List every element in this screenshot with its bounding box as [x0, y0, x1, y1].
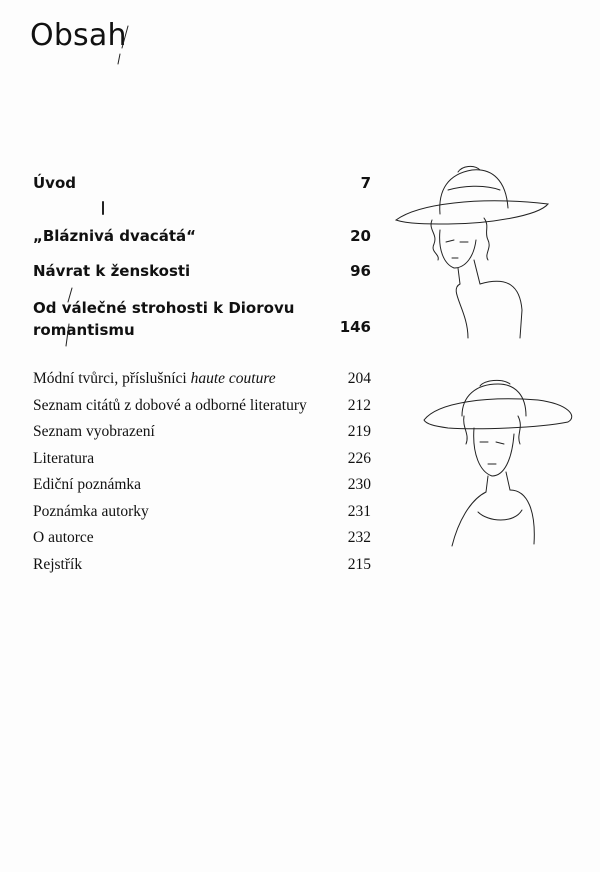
toc-entry-seznam-vyobrazeni[interactable]: [33, 419, 371, 446]
toc-entry-page: 231: [347, 502, 371, 520]
toc-entry-modni-tvurci[interactable]: [33, 366, 371, 393]
toc-entry-label: Rejstřík: [33, 555, 83, 573]
toc-entry-seznam-citatu[interactable]: [33, 393, 371, 420]
pen-mark: [108, 20, 138, 70]
toc-entry-page: 219: [347, 423, 371, 440]
toc-entry-literatura[interactable]: [33, 446, 371, 473]
toc-minor-list: [33, 366, 371, 578]
toc-entry-label: O autorce: [33, 529, 94, 546]
toc-entry-label: Seznam vyobrazení: [33, 423, 155, 440]
toc-entry-label: Módní tvůrci, příslušníci: [33, 370, 191, 387]
woman-hat-sketch-top: [388, 160, 558, 350]
toc-entry-poznamka-autorky[interactable]: [33, 499, 371, 526]
toc-entry-label-italic: haute couture: [190, 370, 276, 387]
toc-entry-label: Úvod: [33, 174, 77, 192]
toc-entry-page: 20: [350, 227, 371, 245]
toc-entry-page: 215: [347, 555, 371, 573]
toc-entry-page: 230: [347, 476, 371, 493]
toc-entry-label: Poznámka autorky: [33, 502, 149, 520]
toc-entry-label: Seznam citátů z dobové a odborné literatury: [33, 396, 307, 414]
toc-entry-blazniva-dvacata[interactable]: [33, 225, 371, 247]
toc-entry-page: 96: [350, 262, 371, 280]
toc-entry-label-line2: romantismu: [33, 321, 135, 339]
toc-entry-navrat-k-zenskosti[interactable]: [33, 260, 371, 282]
toc-entry-label: Ediční poznámka: [33, 476, 142, 493]
toc-entry-page: 226: [347, 449, 371, 467]
page-title: Obsah: [30, 18, 127, 53]
toc-entry-page: 146: [339, 318, 371, 336]
toc-entry-edicni-poznamka[interactable]: [33, 472, 371, 499]
toc-entry-label: Návrat k ženskosti: [33, 262, 191, 280]
toc-entry-page: 7: [360, 174, 371, 192]
toc-entry-label: „Bláznivá dvacátá“: [33, 227, 197, 245]
toc-entry-page: 232: [347, 529, 371, 546]
toc-entry-page: 204: [347, 370, 371, 387]
toc-entry-page: 212: [347, 396, 371, 414]
toc-entry-label: Literatura: [33, 449, 95, 467]
pen-mark: [98, 200, 108, 220]
toc-entry-uvod[interactable]: [33, 172, 371, 194]
woman-hat-sketch-bottom: [418, 372, 588, 562]
pen-mark: [60, 280, 80, 360]
toc-entry-o-autorce[interactable]: [33, 525, 371, 552]
toc-entry-od-valecne-strohosti[interactable]: [33, 297, 371, 341]
toc-entry-label-line1: Od válečné strohosti k Diorovu: [33, 299, 295, 317]
toc-entry-rejstrik[interactable]: [33, 552, 371, 579]
